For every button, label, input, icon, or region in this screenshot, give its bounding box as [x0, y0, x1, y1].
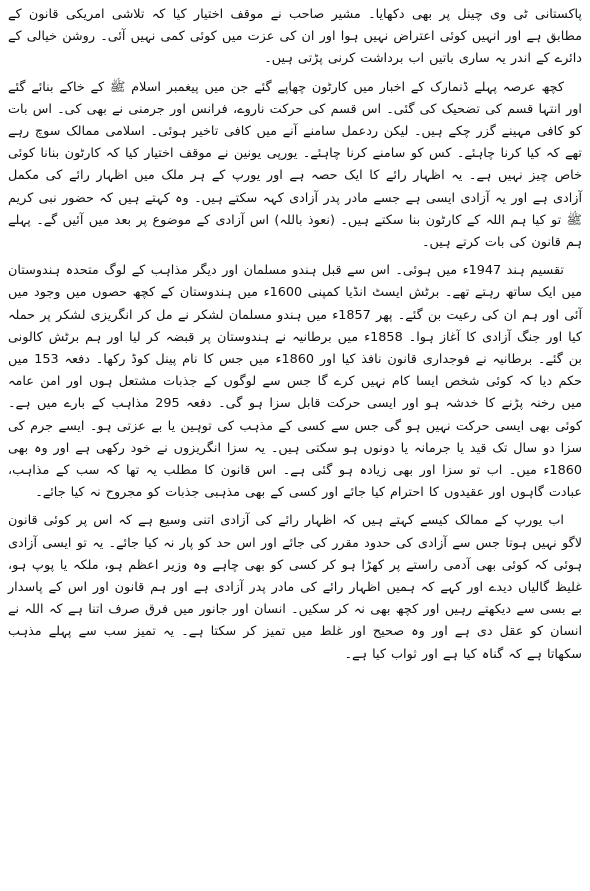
paragraph-freedom-limits: اب یورپ کے ممالک کیسے کہتے ہیں کہ اظہار رائے کی آزادی اتنی وسیع ہے کہ اس پر کوئی قانون لاگو نہیں ہوتا جس سے آزادی کی حدود مقرر کی جائے اور اس حد کو پار نہ کیا جائے۔ یہ تو ایسی آزادی ہوئی کہ کوئی بھی آدمی راستے پر کھڑا ہو کر کسی کو بھی چاہے وہ وزیر اعظم ہو، ملکہ یا پوپ ہو، غلیظ گالیاں دیدے اور کہے کہ ہمیں اظہار رائے کی مادر پدر آزادی ہے اور ہم قانون اور اس کے پاسدار بے بسی سے دیکھتے رہیں اور کچھ بھی نہ کر سکیں۔ انسان اور جانور میں فرق صرف اتنا ہے کہ اللہ نے انسان کو عقل دی ہے اور وہ صحیح اور غلط میں تمیز کر سکتا ہے۔ یہ تمیز سب سے پہلے مذہب سکھاتا ہے کہ گناہ کیا ہے اور ثواب کیا ہے۔: [8, 513, 582, 662]
paragraph-cartoon-controversy: کچھ عرصہ پہلے ڈنمارک کے اخبار میں کارٹون چھاپے گئے جن میں پیغمبر اسلام ﷺ کے خاکے بنائے گئے اور انتہا قسم کی تضحیک کی گئی۔ اس قسم کی حرکت ناروے، فرانس اور جرمنی نے بھی کی۔ اس بات کو کافی مہینے گزر چکے ہیں۔ لیکن ردعمل سامنے آنے میں کافی تاخیر ہوئی۔ اسلامی ممالک سوچ رہے تھے کہ کیا کرنا چاہئے۔ کس کو سامنے کرنا چاہئے۔ یورپی یونین نے موقف اختیار کیا کہ کارٹون بنانا کوئی خاص چیز نہیں ہے۔ یہ اظہار رائے کا ایک حصہ ہے اور یورپ کے ہر ملک میں اظہار رائے کی مکمل آزادی ہے اور یہ آزادی ایسی ہے جسے مادر پدر آزادی کہہ سکتے ہیں۔ وہ کہتے ہیں کہ حضور نبی کریم ﷺ تو کیا ہم اللہ کے کارٹون بنا سکتے ہیں۔ (نعوذ باللہ) اس آزادی کے موضوع پر بعد میں آئیں گے۔ پہلے ہم قانون کی بات کرتے ہیں۔: [8, 79, 582, 251]
paragraph-law-history: تقسیم ہند 1947ء میں ہوئی۔ اس سے قبل ہندو مسلمان اور دیگر مذاہب کے لوگ متحدہ ہندوستان میں ایک ساتھ رہتے تھے۔ برٹش ایسٹ انڈیا کمپنی 1600ء میں ہندوستان کے کچھ حصوں میں وجود میں آئی اور ہم ان کی رعیت بن گئے۔ پھر 1857ء میں ہندو مسلمان لشکر نے مل کر انگریزی لشکر پر حملہ کیا اور جنگ آزادی کا آغاز ہوا۔ 1858ء میں برطانیہ نے ہندوستان پر قبضہ کر لیا اور ہم برٹش کالونی بن گئے۔ برطانیہ نے فوجداری قانون نافذ کیا اور 1860ء میں جس کا نام پینل کوڈ رکھا۔ دفعہ 153 میں حکم دیا کہ کوئی شخص ایسا کام نہیں کرے گا جس سے لوگوں کے جذبات مشتعل ہوں اور امن عامہ میں رخنہ پڑنے کا خدشہ ہو اور ایسی حرکت قابل سزا ہو گی۔ دفعہ 295 مذاہب کے بارے میں ہے۔ کوئی بھی ایسی حرکت نہیں ہو گی جس سے کسی کے مذہب کی توہین یا بے عزتی ہو۔ ایسے جرم کی سزا دو سال تک قید یا جرمانہ یا دونوں ہو سکتی ہیں۔ یہ سزا انگریزوں نے خود رکھی ہے اور وہ بھی 1860ء میں۔ اب تو سزا اور بھی زیادہ ہو گئی ہے۔ اس قانون کا مطلب یہ تھا کہ سب کے مذاہب، عبادت گاہوں اور عقیدوں کا احترام کیا جائے اور کسی کے بھی مذہبی جذبات کو مجروح نہ کیا جائے۔: [8, 263, 582, 501]
paragraph-search-incident: پاکستانی ٹی وی چینل پر بھی دکھایا۔ مشیر صاحب نے موقف اختیار کیا کہ تلاشی امریکی قانون کے مطابق ہے اور انہیں کوئی اعتراض نہیں ہوا اور ان کی عزت میں کوئی کمی نہیں آئی۔ روشن خیالی کے دائرے کے اندر یہ ساری باتیں اب برداشت کرنی پڑتی ہیں۔: [8, 7, 582, 67]
